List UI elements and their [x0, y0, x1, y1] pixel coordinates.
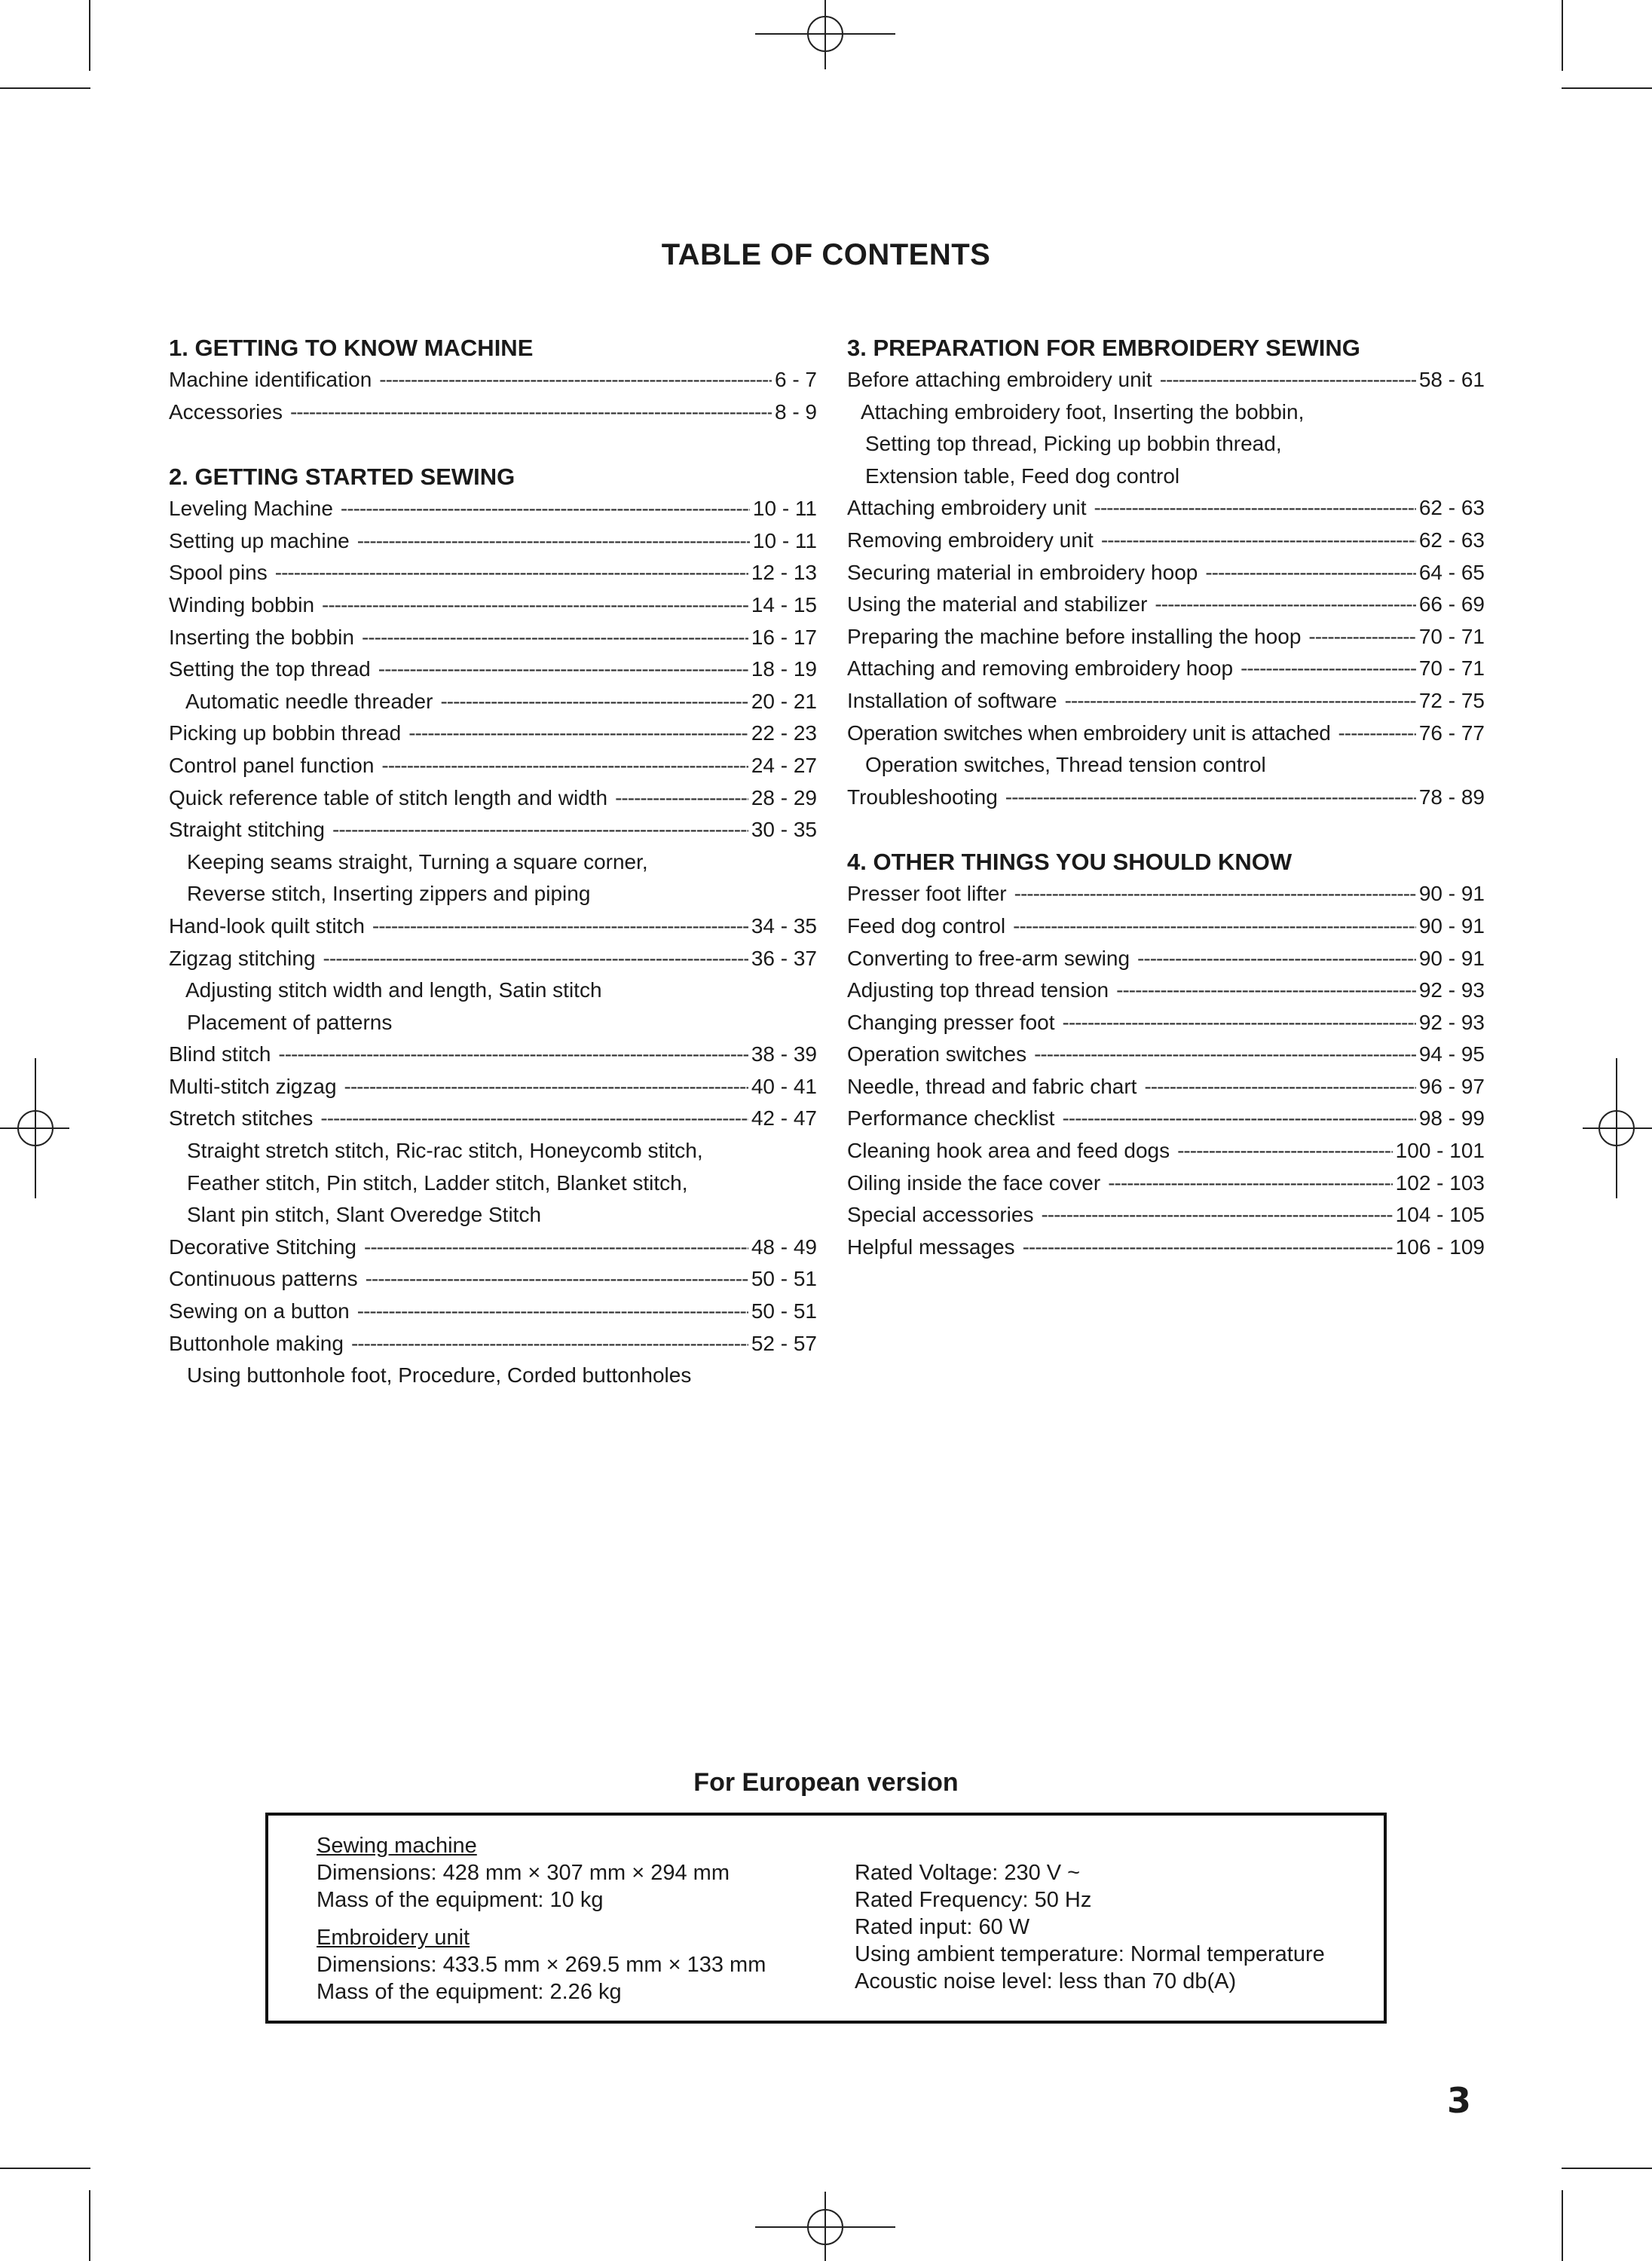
leader-dots — [357, 525, 750, 558]
rated-frequency: Rated Frequency: 50 Hz — [855, 1888, 1092, 1912]
toc-entry-label: Sewing on a button — [169, 1299, 350, 1323]
toc-entry[interactable] — [169, 717, 817, 750]
leader-dots — [378, 653, 748, 686]
toc-entry-pages: 92 - 93 — [1418, 1010, 1485, 1034]
toc-entry-label: Operation switches when embroidery unit is attached — [847, 721, 1331, 745]
toc-entry[interactable] — [847, 621, 1485, 653]
toc-entry-pages: 50 - 51 — [751, 1299, 817, 1323]
crop-mark — [1562, 0, 1563, 71]
section-heading: 4. OTHER THINGS YOU SHOULD KNOW — [847, 849, 1293, 876]
toc-entry-label: Oiling inside the face cover — [847, 1170, 1101, 1195]
toc-entry-pages: 78 - 89 — [1418, 785, 1485, 809]
leader-dots — [1062, 1103, 1415, 1135]
toc-right-column — [847, 332, 1485, 1263]
toc-entry-label: Securing material in embroidery hoop — [847, 560, 1198, 584]
leader-dots — [357, 1296, 748, 1328]
sewing-machine-dimensions: Dimensions: 428 mm × 307 mm × 294 mm — [317, 1861, 730, 1885]
toc-entry[interactable] — [847, 1135, 1485, 1167]
toc-entry-label: Needle, thread and fabric chart — [847, 1074, 1137, 1098]
embroidery-unit-title: Embroidery unit — [317, 1926, 470, 1950]
toc-entry[interactable] — [169, 1328, 817, 1360]
toc-entry[interactable] — [169, 1231, 817, 1264]
toc-entry-pages: 70 - 71 — [1418, 656, 1485, 681]
toc-entry[interactable] — [847, 525, 1485, 557]
toc-entry[interactable] — [169, 653, 817, 686]
sewing-machine-mass: Mass of the equipment: 10 kg — [317, 1888, 604, 1912]
leader-dots — [344, 1071, 748, 1103]
leader-dots — [1023, 1231, 1393, 1264]
toc-entry[interactable] — [169, 493, 817, 525]
toc-entry[interactable] — [847, 1167, 1485, 1200]
toc-entry[interactable] — [847, 653, 1485, 685]
toc-entry-label: Changing presser foot — [847, 1010, 1055, 1034]
toc-entry[interactable] — [847, 717, 1485, 750]
leader-dots — [1005, 782, 1416, 814]
toc-entry[interactable] — [847, 782, 1485, 814]
toc-entry-pages: 104 - 105 — [1395, 1203, 1485, 1227]
toc-entry-label: Multi-stitch zigzag — [169, 1074, 337, 1098]
toc-entry[interactable] — [169, 1071, 817, 1103]
toc-entry-label: Accessories — [169, 399, 283, 424]
toc-entry-label: Feed dog control — [847, 913, 1006, 938]
toc-entry-pages: 20 - 21 — [751, 689, 817, 713]
toc-subentry: Slant pin stitch, Slant Overedge Stitch — [187, 1203, 542, 1227]
toc-entry-pages: 36 - 37 — [751, 946, 817, 970]
toc-entry[interactable] — [847, 1103, 1485, 1135]
toc-entry[interactable] — [169, 589, 817, 622]
leader-dots — [440, 686, 748, 718]
leader-dots — [1065, 685, 1416, 717]
toc-entry-pages: 38 - 39 — [751, 1042, 817, 1066]
toc-entry[interactable] — [169, 1103, 817, 1135]
toc-entry-pages: 16 - 17 — [751, 625, 817, 649]
toc-subentry: Setting top thread, Picking up bobbin thread, — [865, 432, 1282, 456]
toc-entry-pages: 66 - 69 — [1418, 592, 1485, 616]
registration-circle — [807, 2209, 843, 2245]
toc-entry-label: Hand-look quilt stitch — [169, 913, 365, 938]
toc-entry-label: Operation switches — [847, 1042, 1027, 1066]
toc-entry-pages: 12 - 13 — [751, 561, 817, 585]
toc-subentry: Reverse stitch, Inserting zippers and piping — [187, 882, 591, 906]
toc-entry[interactable] — [847, 1039, 1485, 1071]
toc-entry-pages: 18 - 19 — [751, 657, 817, 681]
toc-entry[interactable] — [847, 1071, 1485, 1103]
toc-entry-pages: 62 - 63 — [1418, 528, 1485, 552]
crop-mark — [89, 2190, 90, 2261]
crop-mark — [89, 0, 90, 71]
toc-entry-label: Continuous patterns — [169, 1267, 358, 1291]
leader-dots — [290, 396, 772, 429]
toc-entry-label: Setting the top thread — [169, 657, 371, 681]
leader-dots — [1041, 1199, 1392, 1231]
toc-subentry: Attaching embroidery foot, Inserting the bobbin, — [861, 399, 1305, 424]
leader-dots — [1338, 717, 1415, 750]
specifications-box — [265, 1813, 1387, 2024]
toc-entry-pages: 22 - 23 — [751, 721, 817, 745]
toc-entry[interactable] — [847, 589, 1485, 621]
toc-entry-label: Picking up bobbin thread — [169, 721, 402, 745]
page-title: TABLE OF CONTENTS — [661, 238, 991, 271]
toc-entry-pages: 14 - 15 — [751, 592, 817, 616]
toc-entry-label: Helpful messages — [847, 1235, 1015, 1259]
toc-entry[interactable] — [847, 878, 1485, 910]
toc-entry-label: Removing embroidery unit — [847, 528, 1094, 552]
toc-entry[interactable] — [847, 557, 1485, 589]
leader-dots — [1177, 1135, 1393, 1167]
toc-subentry: Feather stitch, Pin stitch, Ladder stitch, Blanket stitch, — [187, 1170, 688, 1195]
toc-entry-pages: 100 - 101 — [1395, 1139, 1485, 1163]
leader-dots — [275, 557, 748, 589]
registration-circle — [17, 1110, 54, 1146]
toc-entry-pages: 10 - 11 — [752, 528, 817, 552]
leader-dots — [1137, 943, 1416, 975]
toc-entry-label: Blind stitch — [169, 1042, 271, 1066]
toc-entry[interactable] — [169, 782, 817, 815]
toc-entry-pages: 48 - 49 — [751, 1235, 817, 1259]
toc-entry[interactable] — [169, 1039, 817, 1071]
leader-dots — [351, 1328, 748, 1360]
leader-dots — [362, 622, 748, 654]
toc-entry-label: Stretch stitches — [169, 1106, 314, 1130]
toc-entry-pages: 24 - 27 — [751, 753, 817, 777]
toc-entry[interactable] — [847, 492, 1485, 525]
toc-subentry: Keeping seams straight, Turning a square corner, — [187, 849, 648, 873]
toc-entry-pages: 90 - 91 — [1418, 882, 1485, 906]
toc-entry-pages: 50 - 51 — [751, 1267, 817, 1291]
toc-entry-pages: 98 - 99 — [1418, 1106, 1485, 1130]
leader-dots — [615, 782, 748, 815]
toc-entry[interactable] — [169, 1263, 817, 1296]
toc-entry[interactable] — [847, 910, 1485, 943]
toc-entry-pages: 90 - 91 — [1418, 913, 1485, 938]
toc-subentry: Extension table, Feed dog control — [865, 464, 1180, 488]
toc-entry-label: Before attaching embroidery unit — [847, 368, 1152, 391]
sewing-machine-title: Sewing machine — [317, 1834, 477, 1858]
toc-entry-pages: 72 - 75 — [1418, 688, 1485, 712]
leader-dots — [364, 1231, 748, 1264]
toc-entry-label: Straight stitching — [169, 818, 325, 842]
toc-entry-label: Cleaning hook area and feed dogs — [847, 1139, 1170, 1163]
toc-subentry: Operation switches, Thread tension control — [865, 753, 1266, 777]
toc-entry[interactable] — [847, 1231, 1485, 1264]
toc-entry-label: Adjusting top thread tension — [847, 978, 1109, 1002]
toc-entry-label: Machine identification — [169, 368, 372, 391]
toc-entry-pages: 62 - 63 — [1418, 496, 1485, 520]
toc-entry-label: Buttonhole making — [169, 1331, 344, 1355]
toc-subentry: Using buttonhole foot, Procedure, Corded buttonholes — [187, 1363, 692, 1388]
toc-entry[interactable] — [847, 685, 1485, 717]
leader-dots — [1013, 910, 1416, 943]
crop-mark — [1562, 2190, 1563, 2261]
toc-entry-label: Presser foot lifter — [847, 882, 1007, 906]
leader-dots — [341, 493, 750, 525]
leader-dots — [1116, 974, 1416, 1007]
toc-entry-pages: 30 - 35 — [751, 818, 817, 842]
toc-entry-pages: 92 - 93 — [1418, 978, 1485, 1002]
leader-dots — [278, 1039, 748, 1071]
toc-entry-label: Decorative Stitching — [169, 1235, 357, 1259]
crop-mark — [0, 87, 90, 89]
leader-dots — [332, 814, 748, 846]
leader-dots — [1241, 653, 1416, 685]
toc-entry-pages: 90 - 91 — [1418, 946, 1485, 970]
embroidery-unit-mass: Mass of the equipment: 2.26 kg — [317, 1980, 622, 2004]
toc-entry-label: Winding bobbin — [169, 592, 315, 616]
embroidery-unit-dimensions: Dimensions: 433.5 mm × 269.5 mm × 133 mm — [317, 1953, 766, 1977]
toc-entry[interactable] — [169, 750, 817, 782]
toc-entry-pages: 76 - 77 — [1418, 721, 1485, 745]
toc-entry[interactable] — [847, 974, 1485, 1007]
leader-dots — [1034, 1039, 1416, 1071]
toc-entry[interactable] — [847, 364, 1485, 396]
leader-dots — [1108, 1167, 1392, 1200]
toc-entry-label: Attaching embroidery unit — [847, 496, 1087, 520]
toc-entry[interactable] — [169, 943, 817, 975]
leader-dots — [1155, 589, 1415, 621]
crop-mark — [1562, 87, 1652, 89]
toc-entry-label: Installation of software — [847, 688, 1057, 712]
registration-circle — [1598, 1110, 1635, 1146]
toc-entry-pages: 94 - 95 — [1418, 1042, 1485, 1066]
toc-subentry: Adjusting stitch width and length, Satin stitch — [185, 978, 602, 1002]
toc-entry[interactable] — [169, 1296, 817, 1328]
toc-entry-label: Attaching and removing embroidery hoop — [847, 656, 1234, 681]
crop-mark — [0, 2168, 90, 2169]
leader-dots — [1160, 364, 1416, 396]
section-heading: 3. PREPARATION FOR EMBROIDERY SEWING — [847, 335, 1360, 361]
toc-entry-pages: 58 - 61 — [1418, 368, 1485, 391]
toc-entry-label: Setting up machine — [169, 528, 350, 552]
toc-entry-label: Zigzag stitching — [169, 946, 316, 970]
leader-dots — [379, 364, 772, 396]
toc-entry-pages: 34 - 35 — [751, 913, 817, 938]
toc-entry-pages: 6 - 7 — [774, 368, 817, 391]
toc-entry[interactable] — [169, 557, 817, 589]
leader-dots — [320, 1103, 748, 1135]
crop-mark — [1562, 2168, 1652, 2169]
leader-dots — [1205, 557, 1415, 589]
specifications-left — [317, 1832, 766, 2006]
ambient-temperature: Using ambient temperature: Normal temperature — [855, 1942, 1325, 1966]
toc-entry[interactable] — [169, 910, 817, 943]
toc-entry[interactable] — [847, 943, 1485, 975]
rated-voltage: Rated Voltage: 230 V ~ — [855, 1861, 1081, 1885]
toc-entry-pages: 96 - 97 — [1418, 1074, 1485, 1098]
leader-dots — [408, 717, 748, 750]
toc-entry-pages: 8 - 9 — [774, 399, 817, 424]
toc-entry[interactable] — [169, 364, 817, 396]
toc-entry[interactable] — [169, 686, 817, 718]
page-number: 3 — [1447, 2080, 1471, 2121]
specifications-right — [855, 1859, 1325, 1995]
toc-entry-label: Quick reference table of stitch length and width — [169, 785, 608, 809]
toc-entry[interactable] — [847, 1007, 1485, 1039]
section-heading: 2. GETTING STARTED SEWING — [169, 464, 515, 491]
toc-entry-label: Preparing the machine before installing the hoop — [847, 624, 1302, 648]
toc-subentry: Straight stretch stitch, Ric-rac stitch, Honeycomb stitch, — [187, 1139, 703, 1163]
toc-entry-pages: 42 - 47 — [751, 1106, 817, 1130]
leader-dots — [381, 750, 748, 782]
toc-entry[interactable] — [169, 622, 817, 654]
toc-entry-pages: 52 - 57 — [751, 1331, 817, 1355]
toc-entry[interactable] — [169, 525, 817, 558]
toc-entry-label: Troubleshooting — [847, 785, 998, 809]
toc-entry-label: Automatic needle threader — [185, 689, 433, 713]
toc-entry-label: Inserting the bobbin — [169, 625, 354, 649]
toc-entry-label: Converting to free-arm sewing — [847, 946, 1130, 970]
toc-entry-label: Performance checklist — [847, 1106, 1055, 1130]
toc-entry-label: Control panel function — [169, 753, 375, 777]
toc-entry-pages: 70 - 71 — [1418, 624, 1485, 648]
registration-circle — [807, 16, 843, 52]
toc-entry-label: Leveling Machine — [169, 497, 333, 521]
acoustic-noise-level: Acoustic noise level: less than 70 db(A) — [855, 1969, 1237, 1993]
toc-entry[interactable] — [847, 1199, 1485, 1231]
toc-entry-label: Special accessories — [847, 1203, 1034, 1227]
toc-entry[interactable] — [169, 396, 817, 429]
leader-dots — [323, 943, 748, 975]
toc-subentry: Placement of patterns — [187, 1010, 393, 1034]
toc-entry-pages: 28 - 29 — [751, 785, 817, 809]
toc-entry-pages: 10 - 11 — [752, 497, 817, 521]
toc-entry-pages: 106 - 109 — [1395, 1235, 1485, 1259]
leader-dots — [1014, 878, 1416, 910]
leader-dots — [1308, 621, 1415, 653]
leader-dots — [366, 1263, 748, 1296]
toc-left-column — [169, 332, 817, 1392]
toc-entry-pages: 102 - 103 — [1395, 1170, 1485, 1195]
toc-entry[interactable] — [169, 814, 817, 846]
toc-entry-label: Using the material and stabilizer — [847, 592, 1148, 616]
leader-dots — [1063, 1007, 1416, 1039]
leader-dots — [1144, 1071, 1415, 1103]
leader-dots — [1101, 525, 1416, 557]
toc-entry-label: Spool pins — [169, 561, 268, 585]
leader-dots — [372, 910, 748, 943]
toc-entry-pages: 40 - 41 — [751, 1074, 817, 1098]
rated-input: Rated input: 60 W — [855, 1915, 1030, 1939]
leader-dots — [322, 589, 748, 622]
european-version-heading: For European version — [693, 1768, 959, 1797]
section-heading: 1. GETTING TO KNOW MACHINE — [169, 335, 534, 361]
toc-entry-pages: 64 - 65 — [1418, 560, 1485, 584]
leader-dots — [1094, 492, 1416, 525]
